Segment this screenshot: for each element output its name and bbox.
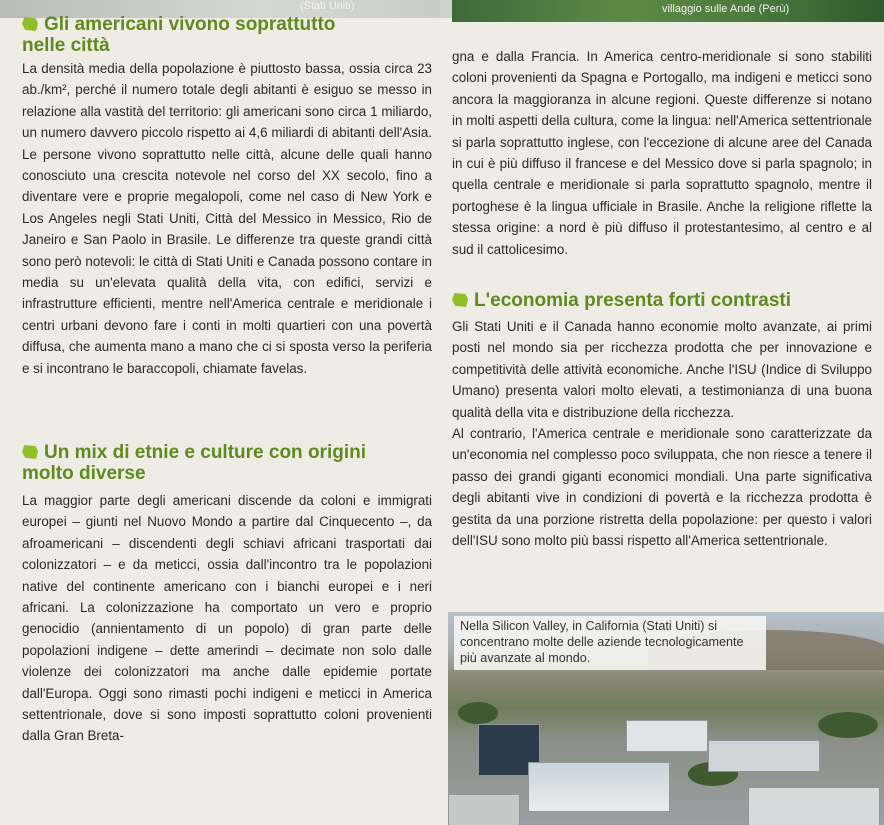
paragraph-density: La densità media della popolazione è piuttosto bassa, ossia circa 23 ab./km², perché il numero totale degli abitanti è esiguo se messo in relazione alla vastità del territorio: gli americani sono circa 1 miliardo, un numero davvero piccolo rispetto ai 4,6 miliardi di abitanti dell'Asia. Le persone vivono soprattutto nelle città, alcune delle quali hanno conosciuto una crescita notevole nel corso del XX secolo, fino a diventare vere e proprie megalopoli, come nel caso di New York e Los Angeles negli Stati Uniti, Città del Messico in Messico, Rio de Janeiro e San Paolo in Brasile. Le differenze tra queste grandi città sono però notevoli: le città di Stati Uniti e Canada possono contare in media su un'elevata qualità della vita, con edifici, servizi e infrastrutture efficienti, mentre nell'America centrale e meridionale i centri urbani devono fare i conti in molti quartieri con una povertà diffusa, che aumenta mano a mano che ci si sposta verso la periferia e si incontrano le baraccopoli, chiamate favelas. xyxy=(22,61,432,376)
heading-economy-text: L'economia presenta forti contrasti xyxy=(474,290,792,311)
left-column-text-2 xyxy=(22,490,432,747)
photo-building xyxy=(748,787,880,825)
photo-caption: Nella Silicon Valley, in California (Stati Uniti) si concentrano molte delle aziende tecnologicamente più avanzate al mondo. xyxy=(454,616,766,670)
photo-tree xyxy=(818,712,878,738)
photo-building xyxy=(448,794,520,825)
paragraph-origins: La maggior parte degli americani discende da coloni e immigrati europei – giunti nel Nuovo Mondo a partire dal Cinquecento –, da afroamericani – discendenti degli schiavi africani trasportati dai colonizzatori – e da meticci, ossia dall'incontro tra le popolazioni native del continente americano con i bianchi europei e i neri africani. La colonizzazione ha comportato un vero e proprio genocidio (annientamento di un popolo) di gran parte delle popolazioni indigene – dette amerindi – decimate non solo dalle violenze dei colonizzatori ma anche dalle epidemie portate dall'Europa. Oggi sono rimasti pochi indigeni e meticci in America settentrionale, dove si sono imposti soprattutto coloni provenienti dalla Gran Breta- xyxy=(22,493,432,744)
paragraph-colonies-languages: gna e dalla Francia. In America centro-meridionale si sono stabiliti coloni provenienti da Spagna e Portogallo, ma indigeni e meticci sono ancora la maggioranza in alcune regioni. Queste differenze si notano in molti aspetti della cultura, come la lingua: nell'America settentrionale si parla soprattutto inglese, con l'eccezione di alcune aree del Canada in cui è più diffuso il francese e del Messico dove si parla spagnolo; in quella centrale e meridionale si parla soprattutto spagnolo, mentre il portoghese è la lingua ufficiale in Brasile. Anche la religione riflette la stessa origine: a nord è più diffuso il protestantesimo, al centro e al sud il cattolicesimo. xyxy=(452,49,872,257)
america-continent-icon xyxy=(452,293,468,307)
heading-ethnicities-text: Un mix di etnie e culture con origini molto diverse xyxy=(22,442,366,484)
america-continent-icon xyxy=(22,445,38,459)
photo-glass-building xyxy=(528,762,670,812)
photo-building xyxy=(708,740,820,772)
right-column-text-2 xyxy=(452,316,872,551)
paragraph-south-economy: Al contrario, l'America centrale e meridionale sono caratterizzate da un'economia nel complesso poco sviluppata, che non riesce a tenere il passo dei grandi giganti economici mondiali. Una parte significativa degli abitanti vive in condizioni di povertà e la ricchezza prodotta è gestita da una porzione ristretta della popolazione: per questo i valori dell'ISU sono molto più bassi rispetto all'America settentrionale. xyxy=(452,426,872,549)
heading-economy xyxy=(452,290,872,311)
paragraph-north-economy: Gli Stati Uniti e il Canada hanno economie molto avanzate, ai primi posti nel mondo sia per ricchezza prodotta che per innovazione e competitività delle attività economiche. Anche l'ISU (Indice di Sviluppo Umano) presenta valori molto elevati, a testimonianza di una buona qualità della vita e distribuzione della ricchezza. xyxy=(452,319,872,420)
top-left-caption: (Stati Uniti) xyxy=(300,0,355,12)
photo-tree xyxy=(458,702,498,724)
heading-cities xyxy=(22,14,382,56)
silicon-valley-photo xyxy=(448,612,884,825)
heading-cities-text: Gli americani vivono soprattutto nelle città xyxy=(22,14,336,56)
right-column-text-1 xyxy=(452,46,872,260)
america-continent-icon xyxy=(22,17,38,31)
heading-ethnicities xyxy=(22,442,422,484)
left-column-text-1 xyxy=(22,58,432,379)
photo-building xyxy=(626,720,708,752)
top-right-caption: villaggio sulle Ande (Perù) xyxy=(662,3,790,15)
